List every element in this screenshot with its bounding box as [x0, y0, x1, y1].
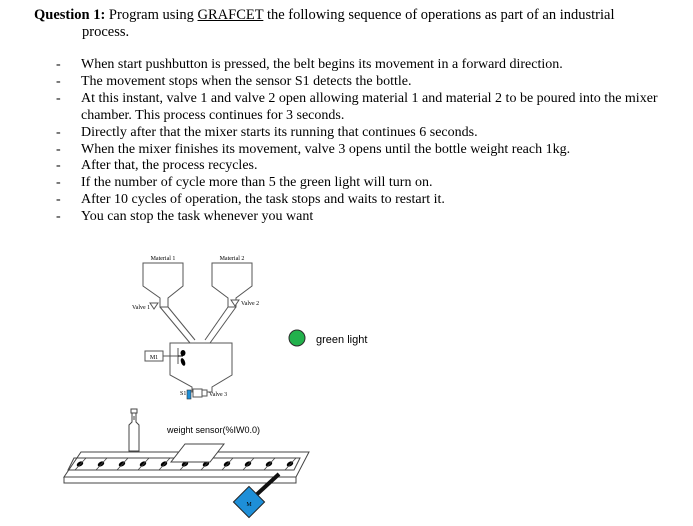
requirement-item: - After 10 cycles of operation, the task stops and waits to restart it. [56, 192, 666, 209]
weight-sensor-label: weight sensor(%IW0.0) [167, 425, 261, 435]
mixer-motor-label: M1 [149, 355, 159, 361]
valve3-label: Valve 3 [209, 392, 228, 398]
requirement-item: - When start pushbutton is pressed, the belt begins its movement in a forward direction. [56, 57, 666, 74]
sensor-s1 [180, 390, 191, 399]
question-topic: GRAFCET [197, 7, 264, 23]
requirement-item: - Directly after that the mixer starts its running that continues 6 seconds. [56, 125, 666, 142]
mixer-chamber [170, 343, 232, 392]
material1-label: Material 1 [150, 256, 176, 262]
green-light [289, 330, 367, 346]
feed-pipes [160, 307, 236, 343]
requirement-item: - The movement stops when the sensor S1 detects the bottle. [56, 74, 666, 91]
requirement-item: - At this instant, valve 1 and valve 2 open allowing material 1 and material 2 to be poured into the mixer chamber. This process continues for 3 seconds. [56, 91, 666, 125]
valve2-icon [231, 300, 259, 307]
valve1-icon [132, 303, 158, 311]
requirement-item: - You can stop the task whenever you want [56, 209, 666, 226]
question-text-before: Program using [105, 7, 198, 23]
sensor-label: S1 [180, 391, 187, 397]
belt-motor-label: M [246, 502, 252, 508]
question-label: Question 1: [34, 7, 106, 23]
valve2-label: Valve 2 [241, 301, 260, 307]
belt-motor [233, 474, 279, 518]
requirement-item: - When the mixer finishes its movement, valve 3 opens until the bottle weight reach 1kg. [56, 142, 666, 159]
material2-label: Material 2 [219, 256, 245, 262]
requirement-item: - If the number of cycle more than 5 the green light will turn on. [56, 175, 666, 192]
requirement-item: - After that, the process recycles. [56, 158, 666, 175]
material1-hopper [143, 256, 183, 307]
bottle-icon [129, 409, 139, 451]
valve1-label: Valve 1 [132, 305, 151, 311]
question-text-line2: process. [82, 24, 130, 40]
material2-hopper [212, 256, 252, 307]
green-light-label: green light [316, 334, 368, 346]
question-text-after: the following sequence of operations as part of an industrial [263, 7, 615, 23]
